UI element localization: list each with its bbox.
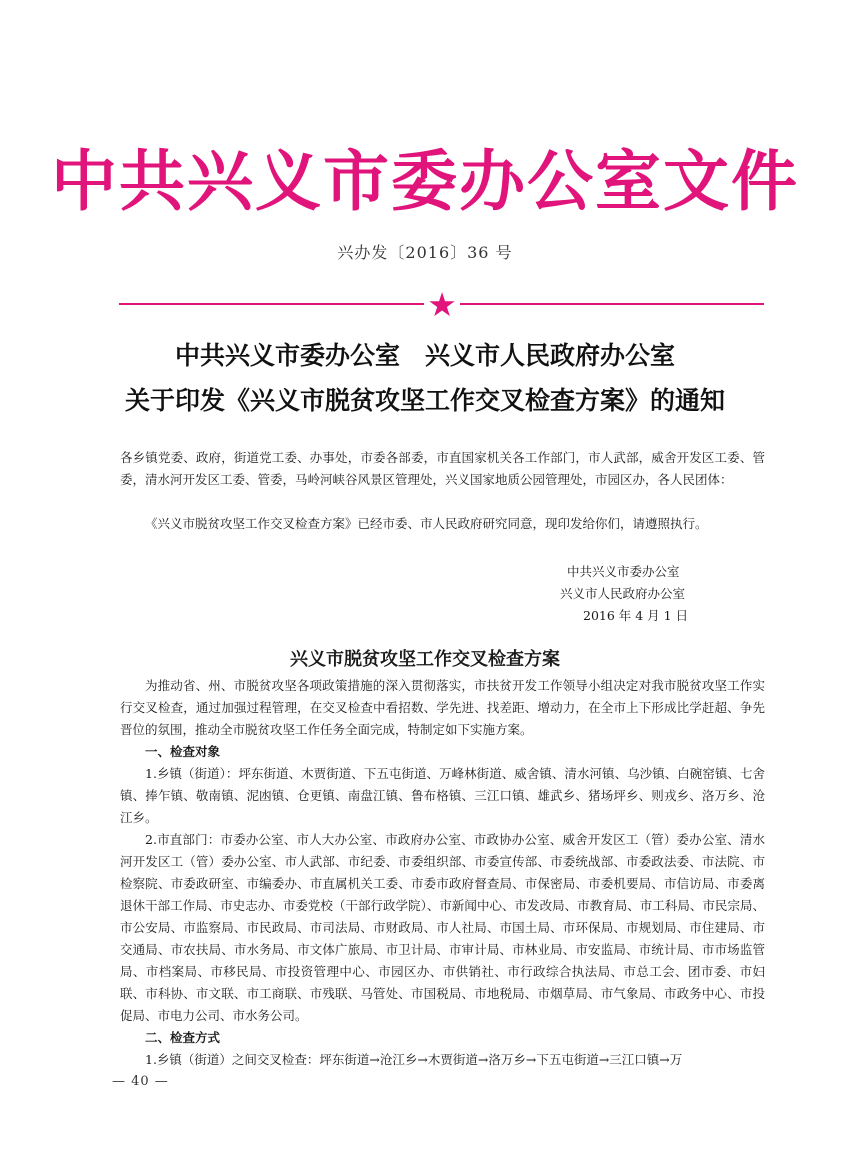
notice-title-line2: 关于印发《兴义市脱贫攻坚工作交叉检查方案》的通知: [124, 386, 725, 415]
document-number: 兴办发〔2016〕36 号: [337, 243, 513, 262]
signature-org2: 兴义市人民政府办公室: [560, 586, 686, 601]
document-masthead: 中共兴义市委办公室文件: [51, 143, 799, 220]
red-divider-right: [460, 303, 764, 305]
section-heading: 二、检查方式: [145, 1030, 221, 1045]
section-paragraph: 2.市直部门：市委办公室、市人大办公室、市政府办公室、市政协办公室、威舍开发区工（管）委办公室、清水河开发区工（管）委办公室、市人武部、市纪委、市委组织部、市委宣传部、市委统战部、市委政法委、市法院、市检察院、市委政研室、市编委办、市直属机关工委、市委市政府督查局、市保密局、市委机要局、市信访局、市委离退休干部工作局、市史志办、市委党校（干部行政学院）、市新闻中心、市发改局、市教育局、市工科局、市民宗局、市公安局、市监察局、市民政局、市司法局、市财政局、市人社局、市国土局、市环保局、市规划局、市住建局、市交通局、市农扶局、市水务局、市文体广旅局、市卫计局、市审计局、市林业局、市安监局、市统计局、市市场监管局、市档案局、市移民局、市投资管理中心、市园区办、市供销社、市行政综合执法局、市总工会、团市委、市妇联、市科协、市文联、市工商联、市残联、马管处、市国税局、市地税局、市烟草局、市气象局、市政务中心、市投促局、市电力公司、市水务公司。: [120, 832, 765, 1023]
section-paragraph: 1.乡镇（街道）：坪东街道、木贾街道、下五屯街道、万峰林街道、威舍镇、清水河镇、乌沙镇、白碗窑镇、七舍镇、捧乍镇、敬南镇、泥凼镇、仓更镇、南盘江镇、鲁布格镇、三江口镇、雄武乡、猪场坪乡、则戎乡、洛万乡、沧江乡。: [120, 766, 765, 825]
plan-title: 兴义市脱贫攻坚工作交叉检查方案: [290, 649, 560, 670]
plan-preamble: 为推动省、州、市脱贫攻坚各项政策措施的深入贯彻落实，市扶贫开发工作领导小组决定对我市脱贫攻坚工作实行交叉检查，通过加强过程管理，在交叉检查中看招数、学先进、找差距、增动力，在全市上下形成比学赶超、争先晋位的氛围，推动全市脱贫攻坚工作任务全面完成，特制定如下实施方案。: [120, 678, 765, 737]
red-divider-left: [119, 303, 424, 305]
notice-addressees: 各乡镇党委、政府，街道党工委、办事处，市委各部委，市直国家机关各工作部门，市人武部，威舍开发区工委、管委，清水河开发区工委、管委，马岭河峡谷风景区管理处，兴义国家地质公园管理处，市园区办，各人民团体：: [120, 450, 765, 487]
signature-org1: 中共兴义市委办公室: [567, 564, 680, 579]
notice-intro: 《兴义市脱贫攻坚工作交叉检查方案》已经市委、市人民政府研究同意，现印发给你们，请遵照执行。: [145, 516, 708, 531]
plan-body: [120, 675, 765, 1071]
signature-date: 2016 年 4 月 1 日: [583, 608, 689, 623]
star-icon: ★: [427, 285, 457, 324]
page-number: — 40 —: [112, 1074, 169, 1089]
section-paragraph: 1.乡镇（街道）之间交叉检查：坪东街道→沧江乡→木贾街道→洛万乡→下五屯街道→三江口镇→万: [145, 1052, 683, 1067]
notice-title-line1: 中共兴义市委办公室 兴义市人民政府办公室: [174, 341, 675, 370]
section-heading: 一、检查对象: [145, 744, 221, 759]
